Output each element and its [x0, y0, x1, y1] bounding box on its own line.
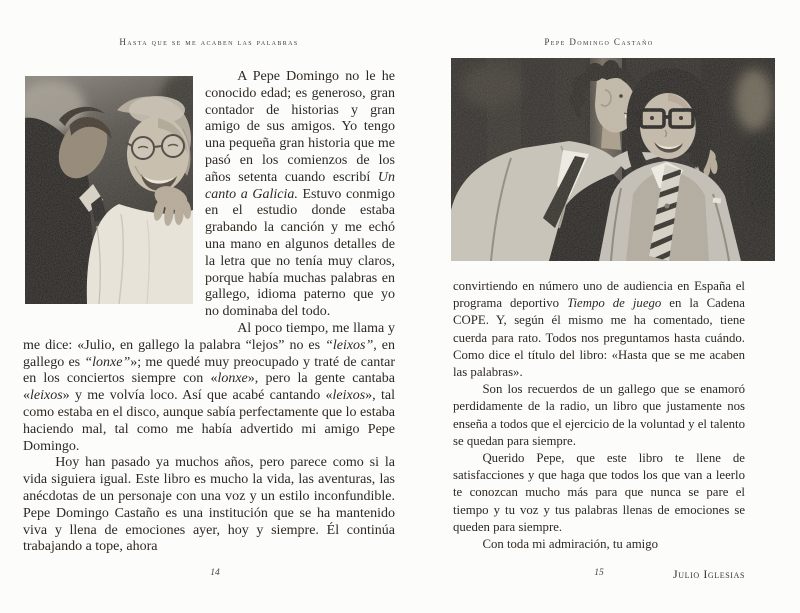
right-running-head: Pepe Domingo Castaño [544, 37, 654, 47]
left-page [23, 37, 396, 578]
author-signature: Julio Iglesias [672, 567, 745, 582]
paragraph-1: A Pepe Domingo no le he conocido edad; es generoso, gran contador de historias y gran amigo de sus amigos. Yo tengo una pequeña gran historia que me pasó en los comienzos de los años setenta cuando escribí Un canto a Galicia. Estuvo conmigo en el estudio donde estaba grabando la canción y me echó una mano en algunos detalles de la letra que no tenía muy claros, porque había muchas palabras en gallego, idioma paterno que yo no dominaba del todo. [205, 69, 395, 320]
photo-man-kissing-cheek [25, 76, 193, 304]
photo-two-men-in-suits-embracing [451, 58, 775, 261]
paragraph-7: Con toda mi admiración, tu amigo [482, 537, 659, 552]
left-page-body [23, 69, 395, 556]
left-running-head: Hasta que se me acaben las palabras [119, 37, 299, 47]
paragraph-3: Hoy han pasado ya muchos años, pero parece como si la vida siguiera igual. Este libro es mucho la vida, las aventuras, las anécdotas de un personaje con una voz y un estilo inconfundible. Pepe Domingo Castaño es una institución que se ha mantenido viva y llena de emociones ayer, hoy y siempre. Él continúa trabajando a tope, ahora [23, 455, 395, 555]
paragraph-2: Al poco tiempo, me llama y me dice: «Julio, en gallego la palabra “lejos” no es “leixos”, en gallego es “lonxe”»; me quedé muy preocupado y traté de cantar en los conciertos siempre con «lonxe», pero la gente cantaba «leixos» y me volvía loco. Así que acabé cantando «leixos», tal como estaba en el disco, aunque sabía perfectamente que lo estaba haciendo mal, tal como me había advertido mi amigo Pepe Domingo. [23, 320, 396, 454]
paragraph-6: Querido Pepe, que este libro te llene de satisfacciones y que haga que todos los que van a leerlo te conozcan mucho más para que nunca se pare el tiempo y tu voz y tus palabras llenas de emociones se queden para siempre. [453, 451, 745, 534]
left-page-number: 14 [210, 568, 220, 578]
right-page-body [453, 278, 745, 583]
right-page-number: 15 [594, 568, 604, 578]
paragraph-4: convirtiendo en número uno de audiencia en España el programa deportivo Tiempo de juego en la Cadena COPE. Y, según él mismo me ha comentado, tiene cuerda para rato. Todos nos preguntamos hasta cuándo. Como dice el título del libro: «Hasta que se me acaben las palabras». [453, 279, 745, 380]
right-page [453, 37, 745, 583]
paragraph-5: Son los recuerdos de un gallego que se enamoró perdidamente de la radio, un libro que justamente nos enseña a todos que el ejercicio de la voluntad y el talento se quedan para siempre. [453, 382, 745, 448]
